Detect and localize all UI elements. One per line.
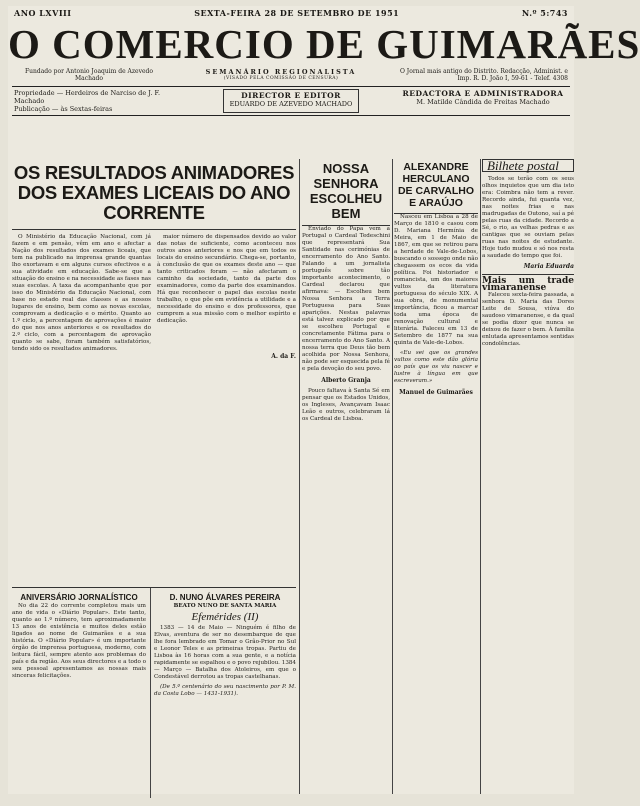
main-signature: A. da F. <box>271 353 296 360</box>
main-body-col-a: O Ministério da Educação Nacional, com já fazem e em pensão, vêm em ano e afectar a Nação dos resultados dos exames liceais, que tem na publicado na imprensa grande quantas lho exortavam e em alguns cursos efectivos e a sua atividade em educação. Sabe-se que a situação do ensino e na necessidade as fases nas suas escolas. A taxa da acompanhante que por isso do Ministério da Educação Nacional, com base no estado real das classes e as nossos lugares de ensino, bem como as novas escolas, comprovam a dedicação e o mérito. Quanto ao 1.º ciclo, a percentagem de aprovações é maior do que nos anos anteriores e os resultados do 2.º ciclo, com a percentagem de aprovação quanto se sabe, foram também satisfatórios, tendo sido os resultados animadores. <box>12 234 151 352</box>
main-article <box>12 159 296 431</box>
obituary-body <box>482 292 574 348</box>
owner-text: Propriedade — Herdeiros de Narciso de J. F. Machado <box>14 89 161 105</box>
weekly-label <box>206 68 357 81</box>
weekly-text: SEMANÁRIO REGIONALISTA <box>205 68 357 76</box>
bilhete-postal-signature: Maria Eduarda <box>523 263 574 270</box>
nuno-headline: D. NUNO ÁLVARES PEREIRA <box>169 593 281 602</box>
herculano-text: Nasceu em Lisboa a 28 de Março de 1810 e casou com D. Mariana Hermínia de Meira, em 1 de Maio de 1867, em que se retirou para a herdade de Vale-de-Lobos, buscando o sossego onde não chegassem os ecos da vida política. Foi historiador e romancista, um dos maiores vultos da literatura portuguesa do século XIX. A sua obra, de monumental importância, ficou a marcar toda uma época de renovação cultural e literária. Faleceu em 13 de Setembro de 1877 na sua quinta de Vale-de-Lobos. <box>394 214 478 346</box>
lower-row <box>12 587 296 697</box>
nuno-note: (De 5.º centenário do seu nascimento por P. M. da Costa Lobo — 1431-1931). <box>154 684 296 697</box>
nuno-article <box>154 594 296 701</box>
bilhete-postal-headline: Bilhete postal <box>482 159 574 172</box>
herculano-signature: Manuel de Guimarães <box>399 389 473 396</box>
nossa-senhora-headline: NOSSA SENHORA ESCOLHEU BEM <box>302 159 390 226</box>
column-bilhete-postal <box>482 159 574 789</box>
column-divider <box>150 588 151 798</box>
ownership-box <box>14 89 184 113</box>
publication-text: Publicação — às Sextas-feiras <box>14 105 113 113</box>
herculano-headline: ALEXANDRE HERCULANO DE CARVALHO E ARAÚJO <box>394 159 478 214</box>
aniversario-body <box>12 603 146 680</box>
aniversario-article <box>12 594 146 683</box>
censorship-text: (VISADO PELA COMISSÃO DE CENSURA) <box>223 76 339 81</box>
nuno-body <box>154 625 296 698</box>
founder-text: Fundado por Antonio Joaquim de Azevedo Machado <box>25 68 153 82</box>
info-bar <box>12 86 570 116</box>
admin-name: M. Matilde Cândida de Freitas Machado <box>416 98 550 106</box>
column-divider <box>392 159 393 794</box>
column-nossa-senhora <box>302 159 390 789</box>
nossa-senhora-body <box>302 226 390 373</box>
newspaper-page <box>8 6 640 794</box>
main-body <box>12 234 296 353</box>
director-box <box>223 89 360 113</box>
date-label: SEXTA-FEIRA 28 DE SETEMBRO DE 1951 <box>194 8 400 18</box>
efemerides-title: Efemérides (II) <box>191 611 259 623</box>
masthead-subrow <box>8 68 574 82</box>
issue-number: N.º 5:743 <box>521 8 568 18</box>
director-label: DIRECTOR E EDITOR <box>241 91 341 100</box>
nossa-senhora-note-wrap <box>302 388 390 423</box>
article-columns <box>12 158 574 794</box>
column-divider <box>480 159 481 794</box>
main-headline: OS RESULTADOS ANIMADORES DOS EXAMES LICEAIS DO ANO CORRENTE <box>12 159 296 230</box>
column-herculano <box>394 159 478 789</box>
main-body-col-b: maior número de dispensados devido ao valor das notas de suficiente, como aconteceu nos outros anos anteriores e nos que em todos os locais do ensino secundário. Chega-se, portanto, à conclusão de que os exames deste ano — que tanto criticados foram — não afectaram o caminho da sociedade, tanto da parte dos examinadores, como da parte dos examinandos. Há que reconhecer o papel das escolas neste trabalho, o que põe em evidência a utilidade e a necessidade do ensino e dos professores, que cumprem a sua missão com o melhor espírito e dedicação. <box>157 234 296 324</box>
obituary-text: Faleceu sexta-feira passada, a senhora D. Maria das Dores Leite de Sousa, viúva do saudoso vimaranense, e da qual se podia dizer que nunca se deixou de fazer o bem. À família enlutada apresentamos sentidas condolências. <box>482 292 574 347</box>
masthead-title: O COMERCIO DE GUIMARÃES <box>8 21 640 67</box>
aniversario-headline: ANIVERSÁRIO JORNALÍSTICO <box>20 593 138 602</box>
bilhete-postal-text: Todos se terão com os seus olhos inquietos que um dia isto era: Coimbra não tem a rever. Recordo ainda, fui quanta vez, nas noites frias e nas madrugadas de Outono, saí a pé pelas ruas da cidade. Recordo a Sé, o rio, as velhas pedras e as cantigas que se ouviam pelas ruas nas noites de estudante. Hoje tudo mudou e só nos resta a saudade do tempo que foi. <box>482 176 574 259</box>
nuno-subheadline: BEATO NUNO DE SANTA MARIA <box>173 603 277 609</box>
aniversario-text: No dia 22 do corrente completou mais um ano de vida o «Diário Popular». Este tanto, quanto ao 1.º número, tem aproximadamente 13 anos de existência e muitos deles estão ligados ao nome de Guimarães e a sua história. O «Diário Popular» é um importante órgão de imprensa portuguesa, moderno, com leitura fácil, sempre atento aos problemas do país e da região. Aos seus directores e a todo o seu pessoal apresentamos as nossas mais sinceras felicitações. <box>12 603 146 679</box>
nossa-senhora-note: Pouco faltava à Santa Sé em pensar que os Estados Unidos, os Ingleses, Avançavam Isaac Leão e outros, celebraram lá os Cardeal de Lisboa. <box>302 388 390 422</box>
obituary-headline: Mais um trade vimaranense <box>482 276 574 293</box>
admin-box <box>398 89 568 113</box>
column-divider <box>299 159 300 794</box>
oldest-paper-text: O Jornal mais antigo do Distrito. Redacção, Administ. e Imp. R. D. João I, 59-61 - Telef. 4308 <box>399 68 568 82</box>
bilhete-postal-body <box>482 176 574 260</box>
top-bar <box>8 6 574 18</box>
admin-label: REDACTORA E ADMINISTRADORA <box>402 89 564 98</box>
herculano-body <box>394 214 478 385</box>
director-name: EDUARDO DE AZEVEDO MACHADO <box>229 100 353 108</box>
year-label: ANO LXVIII <box>14 8 72 18</box>
nossa-senhora-author: Alberto Granja <box>321 377 371 384</box>
nossa-senhora-text: Enviado do Papa vem a Portugal o Cardeal Tedeschini que representará Sua Santidade nas cerimónias de encerramento do Ano Santo. Falando a um jornalista português sobre tão importante acontecimento, o Cardeal declarou que afirmava: — Escolheu bem Nossa Senhora a Terra Portuguesa para Suas aparições. Nestas palavras está talvez explicado por que se escolheu Portugal e concretamente Fátima para o encerramento do Ano Santo. A nossa terra que Deus tão bem acolhida por Nossa Senhora, não pode ser esquecida pela fé e pela devoção do seu povo. <box>302 226 390 372</box>
nuno-text: 1383 — 14 de Maio — Ninguém é filho de Elvas, aventura de ser no desembarque de que lhe fora lembrado em Tomar o Grão-Prior no Sul e Leonor Teles e as primeiras tropas. Partiu de Lisboa às 16 horas com a sua gente, e a notícia rapidamente se espalhou e o povo rejubilou. 1384 — Março — Batalha dos Atoleiros, em que o Condestável derrotou as tropas castelhanas. <box>154 625 296 680</box>
herculano-quote: «Eu sei que os grandes vultos como este dão glória ao país que os viu nascer e lustre à língua em que escreveram.» <box>394 350 478 384</box>
